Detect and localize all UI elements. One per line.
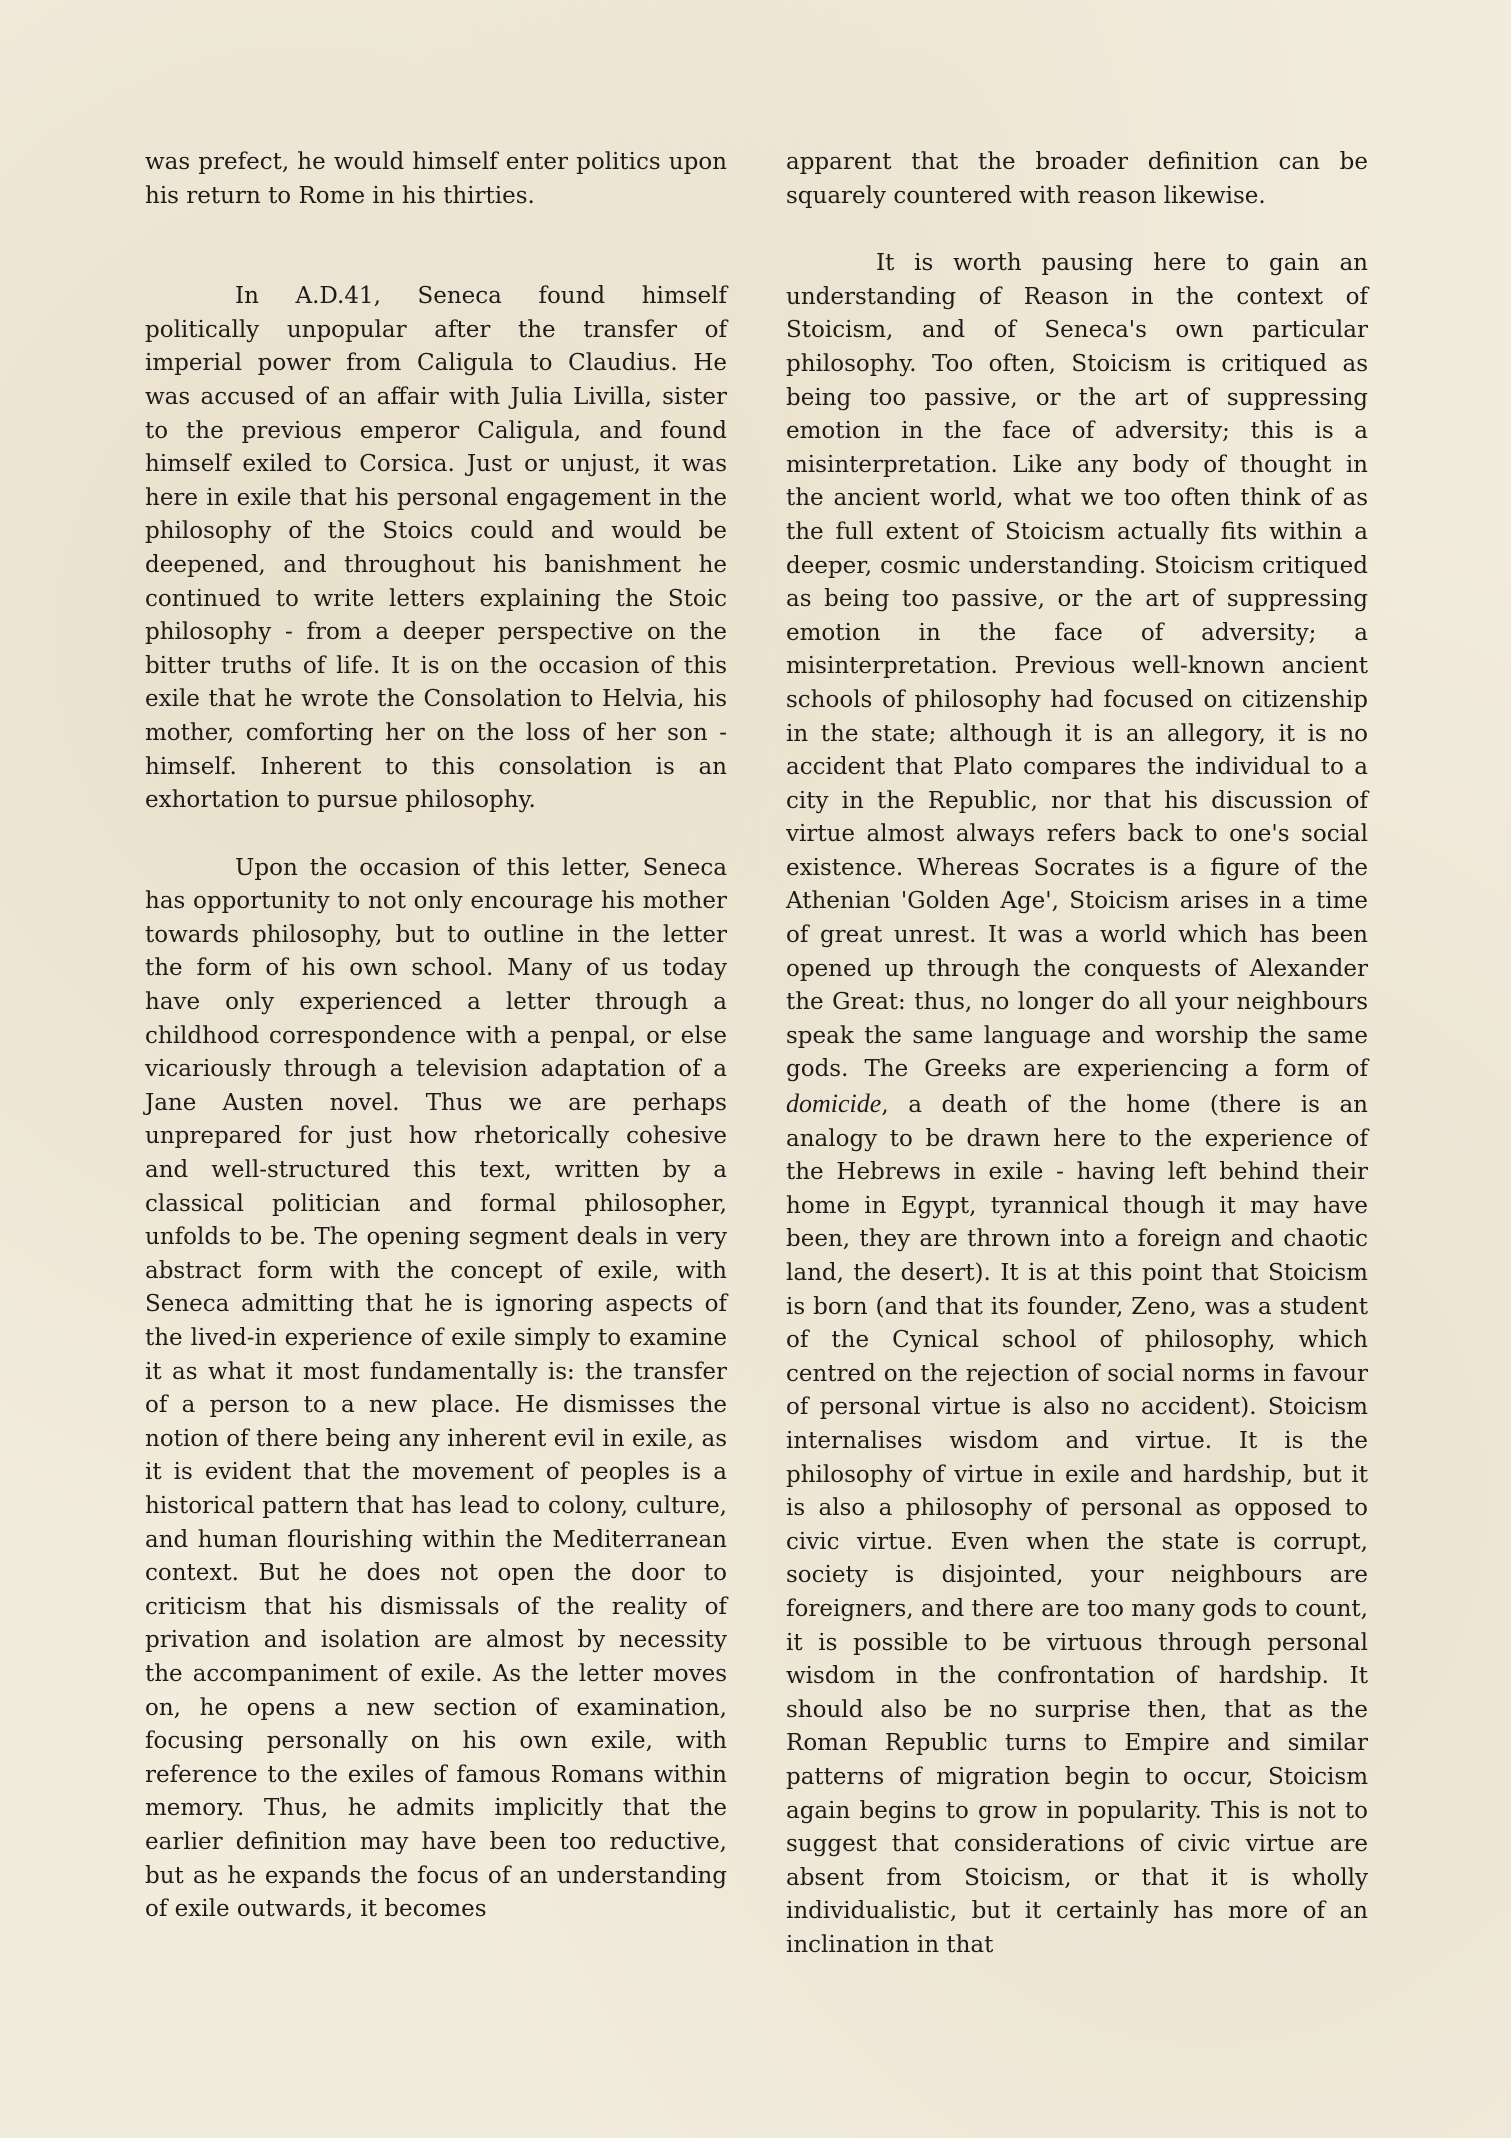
right-column (786, 146, 1368, 1962)
paragraph-broader-definition: apparent that the broader definition can be squarely countered with reason likewise. (786, 149, 1368, 209)
stoic-reason-continued: , a death of the home (there is an analogy to be drawn here to the experience of the Hebrews in exile - having left behind their home in Egypt, tyrannical though it may have been, they are thrown into a foreign and chaotic land, the desert). It is at this point that Stoicism is born (and that its founder, Zeno, was a student of the Cynical school of philosophy, which centred on the rejection of social norms in favour of personal virtue is also no accident). Stoicism internalises wisdom and virtue. It is the philosophy of virtue in exile and hardship, but it is also a philosophy of personal as opposed to civic virtue. Even when the state is corrupt, society is disjointed, your neighbours are foreigners, and there are too many gods to count, it is possible to be virtuous through personal wisdom in the confrontation of hardship. It should also be no surprise then, that as the Roman Republic turns to Empire and similar patterns of migration begin to occur, Stoicism again begins to grow in popularity. This is not to suggest that considerations of civic virtue are absent from Stoicism, or that it is wholly individualistic, but it certainly has more of an inclination in that (786, 1092, 1368, 1958)
paragraph-exile-corsica: In A.D.41, Seneca found himself politically unpopular after the transfer of imperial power from Caligula to Claudius. He was accused of an affair with Julia Livilla, sister to the previous emperor Caligula, and found himself exiled to Corsica. Just or unjust, it was here in exile that his personal engagement in the philosophy of the Stoics could and would be deepened, and throughout his banishment he continued to write letters explaining the Stoic philosophy - from a deeper perspective on the bitter truths of life. It is on the occasion of this exile that he wrote the Consolation to Helvia, his mother, comforting her on the loss of her son - himself. Inherent to this consolation is an exhortation to pursue philosophy. (145, 283, 727, 814)
left-column (145, 146, 727, 1927)
stoic-reason-text: It is worth pausing here to gain an understanding of Reason in the context of Stoicism, and of Seneca's own particular philosophy. Too often, Stoicism is critiqued as being too passive, or the art of suppressing emotion in the face of adversity; this is a misinterpretation. Like any body of thought in the ancient world, what we too often think of as the full extent of Stoicism actually fits within a deeper, cosmic understanding. Stoicism critiqued as being too passive, or the art of suppressing emotion in the face of adversity; a misinterpretation. Previous well-known ancient schools of philosophy had focused on citizenship in the state; although it is an allegory, it is no accident that Plato compares the individual to a city in the Republic, nor that his discussion of virtue almost always refers back to one's social existence. Whereas Socrates is a figure of the Athenian 'Golden Age', Stoicism arises in a time of great unrest. It was a world which has been opened up through the conquests of Alexander the Great: thus, no longer do all your neighbours speak the same language and worship the same gods. The Greeks are experiencing a form of (786, 250, 1368, 1083)
paragraph-prefect-continuation: was prefect, he would himself enter politics upon his return to Rome in his thirties. (145, 149, 727, 209)
paragraph-stoic-reason (786, 247, 1368, 1962)
paragraph-letter-structure: Upon the occasion of this letter, Seneca has opportunity to not only encourage his mother towards philosophy, but to outline in the letter the form of his own school. Many of us today have only experienced a letter through a childhood correspondence with a penpal, or else vicariously through a television adaptation of a Jane Austen novel. Thus we are perhaps unprepared for just how rhetorically cohesive and well-structured this text, written by a classical politician and formal philosopher, unfolds to be. The opening segment deals in very abstract form with the concept of exile, with Seneca admitting that he is ignoring aspects of the lived-in experience of exile simply to examine it as what it most fundamentally is: the transfer of a person to a new place. He dismisses the notion of there being any inherent evil in exile, as it is evident that the movement of peoples is a historical pattern that has lead to colony, culture, and human flourishing within the Mediterranean context. But he does not open the door to criticism that his dismissals of the reality of privation and isolation are almost by necessity the accompaniment of exile. As the letter moves on, he opens a new section of examination, focusing personally on his own exile, with reference to the exiles of famous Romans within memory. Thus, he admits implicitly that the earlier definition may have been too reductive, but as he expands the focus of an understanding of exile outwards, it becomes (145, 854, 727, 1923)
domicide-term: domicide (786, 1089, 882, 1119)
